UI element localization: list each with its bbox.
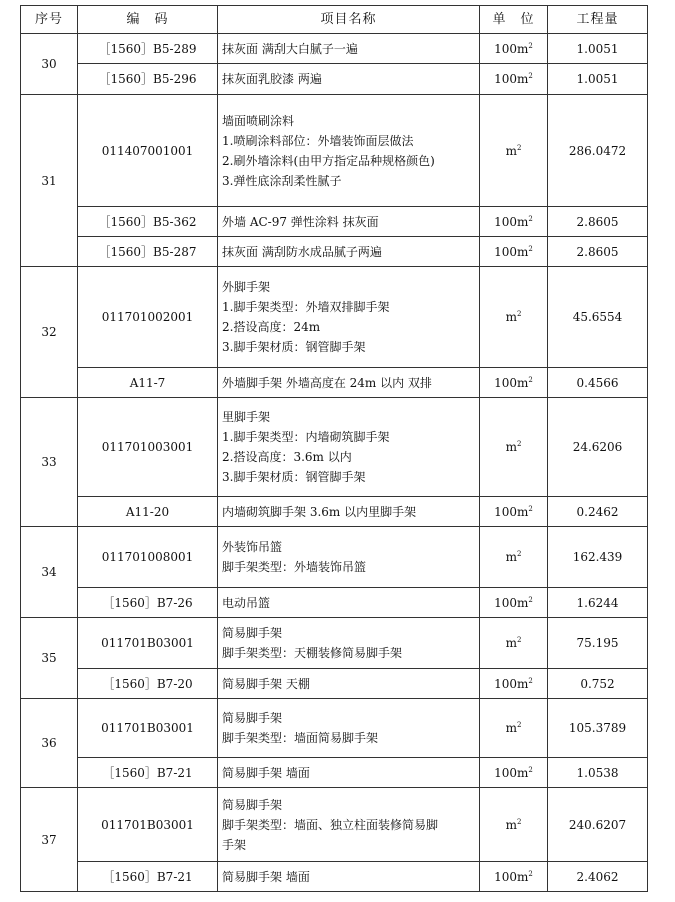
qty-cell: 105.3789 — [548, 699, 648, 758]
name-cell — [218, 368, 480, 398]
header-code: 编 码 — [78, 6, 218, 34]
qty-cell: 2.8605 — [548, 237, 648, 267]
name-line: 3.脚手架材质：钢管脚手架 — [222, 470, 366, 484]
unit-base: 100m — [494, 214, 529, 229]
table-body — [21, 34, 648, 892]
qty-cell: 0.4566 — [548, 368, 648, 398]
unit-exponent: 2 — [528, 72, 533, 80]
name-cell — [218, 497, 480, 527]
unit-exponent: 2 — [516, 143, 522, 152]
unit-base: 100m — [494, 765, 529, 780]
table-row — [21, 34, 648, 64]
qty-cell: 1.0051 — [548, 34, 648, 64]
name-cell — [218, 64, 480, 95]
code-cell: A11-7 — [78, 368, 218, 398]
table-row — [21, 618, 648, 669]
name-line: 脚手架类型：墙面简易脚手架 — [222, 731, 379, 745]
name-line: 1.脚手架类型：外墙双排脚手架 — [222, 300, 390, 314]
unit-exponent: 2 — [528, 765, 533, 774]
unit-base: 100m — [494, 869, 529, 884]
unit-base: m — [505, 310, 517, 324]
code-cell: 011701B03001 — [78, 618, 218, 669]
name-cell — [218, 267, 480, 368]
unit-exponent: 2 — [528, 375, 533, 384]
table-row — [21, 588, 648, 618]
name-line: 1.喷刷涂料部位：外墙装饰面层做法 — [222, 133, 414, 148]
table-row — [21, 237, 648, 267]
name-line: 2.刷外墙涂料(由甲方指定品种规格颜色) — [222, 153, 435, 168]
code-cell: ［1560］B7-21 — [78, 862, 218, 892]
unit-cell — [480, 699, 548, 758]
unit-base: m — [505, 636, 517, 650]
code-cell: 011701B03001 — [78, 699, 218, 758]
qty-cell: 1.6244 — [548, 588, 648, 618]
unit-cell — [480, 207, 548, 237]
code-cell: ［1560］B7-20 — [78, 669, 218, 699]
header-row — [21, 6, 648, 34]
unit-base: 100m — [494, 375, 529, 390]
seq-cell: 31 — [21, 95, 78, 267]
unit-exponent: 2 — [516, 721, 522, 729]
unit-base: m — [505, 721, 517, 735]
qty-cell: 0.2462 — [548, 497, 648, 527]
code-cell: ［1560］B5-289 — [78, 34, 218, 64]
unit-cell — [480, 497, 548, 527]
table-row — [21, 669, 648, 699]
code-cell: ［1560］B7-26 — [78, 588, 218, 618]
code-cell: 011407001001 — [78, 95, 218, 207]
qty-cell: 286.0472 — [548, 95, 648, 207]
table-row — [21, 207, 648, 237]
name-line: 2.搭设高度：3.6m 以内 — [222, 450, 352, 464]
seq-cell: 32 — [21, 267, 78, 398]
table-row — [21, 527, 648, 588]
name-line: 抹灰面乳胶漆 两遍 — [222, 72, 322, 86]
seq-cell: 30 — [21, 34, 78, 95]
table-row — [21, 95, 648, 207]
seq-cell: 36 — [21, 699, 78, 788]
table-row — [21, 788, 648, 862]
seq-cell: 35 — [21, 618, 78, 699]
unit-base: 100m — [494, 72, 529, 86]
name-line: 外脚手架 — [222, 280, 271, 294]
unit-exponent: 2 — [528, 244, 533, 253]
unit-cell — [480, 368, 548, 398]
table-row — [21, 699, 648, 758]
qty-cell: 240.6207 — [548, 788, 648, 862]
name-line: 脚手架类型：墙面、独立柱面装修简易脚 — [222, 817, 439, 832]
unit-base: 100m — [494, 595, 529, 610]
header-name: 项目名称 — [218, 6, 480, 34]
name-line: 脚手架类型：外墙装饰吊篮 — [222, 560, 367, 574]
unit-base: 100m — [494, 504, 529, 519]
qty-cell: 162.439 — [548, 527, 648, 588]
code-cell: ［1560］B5-296 — [78, 64, 218, 95]
name-line: 简易脚手架 — [222, 626, 283, 640]
code-cell: ［1560］B7-21 — [78, 758, 218, 788]
name-cell — [218, 788, 480, 862]
code-cell: 011701003001 — [78, 398, 218, 497]
unit-base: 100m — [494, 41, 529, 56]
name-line: 3.脚手架材质：钢管脚手架 — [222, 340, 366, 354]
qty-cell: 75.195 — [548, 618, 648, 669]
unit-base: 100m — [494, 244, 529, 259]
table-row — [21, 368, 648, 398]
header-qty: 工程量 — [548, 6, 648, 34]
table-row — [21, 267, 648, 368]
unit-cell — [480, 618, 548, 669]
unit-base: m — [505, 143, 517, 158]
name-line: 抹灰面 满刮防水成品腻子两遍 — [222, 244, 382, 259]
name-line: 3.弹性底涂刮柔性腻子 — [222, 173, 342, 188]
name-cell — [218, 862, 480, 892]
table-row — [21, 758, 648, 788]
unit-base: m — [505, 550, 517, 564]
code-cell: ［1560］B5-362 — [78, 207, 218, 237]
name-line: 外墙脚手架 外墙高度在 24m 以内 双排 — [222, 375, 432, 390]
qty-cell: 1.0538 — [548, 758, 648, 788]
code-cell: ［1560］B5-287 — [78, 237, 218, 267]
name-line: 简易脚手架 墙面 — [222, 869, 310, 884]
name-line: 电动吊篮 — [222, 595, 271, 610]
unit-exponent: 2 — [528, 676, 533, 685]
unit-exponent: 2 — [516, 550, 522, 558]
name-line: 墙面喷刷涂料 — [222, 113, 295, 128]
name-line: 脚手架类型：天棚装修简易脚手架 — [222, 646, 403, 660]
unit-exponent: 2 — [516, 310, 522, 318]
name-cell — [218, 699, 480, 758]
unit-cell — [480, 398, 548, 497]
name-line: 内墙砌筑脚手架 3.6m 以内里脚手架 — [222, 504, 417, 519]
code-cell: 011701002001 — [78, 267, 218, 368]
unit-base: 100m — [494, 676, 529, 691]
unit-cell — [480, 862, 548, 892]
unit-exponent: 2 — [528, 504, 533, 513]
seq-cell: 34 — [21, 527, 78, 618]
name-line: 里脚手架 — [222, 410, 271, 424]
name-cell — [218, 95, 480, 207]
table-row — [21, 862, 648, 892]
unit-cell — [480, 237, 548, 267]
qty-cell: 45.6554 — [548, 267, 648, 368]
unit-exponent: 2 — [528, 41, 533, 50]
table-row — [21, 497, 648, 527]
unit-cell — [480, 588, 548, 618]
unit-cell — [480, 267, 548, 368]
unit-base: m — [505, 817, 517, 832]
unit-cell — [480, 788, 548, 862]
quantity-table — [20, 5, 648, 892]
code-cell: A11-20 — [78, 497, 218, 527]
name-cell — [218, 207, 480, 237]
qty-cell: 1.0051 — [548, 64, 648, 95]
unit-cell — [480, 758, 548, 788]
name-line: 外装饰吊篮 — [222, 540, 283, 554]
name-line: 简易脚手架 天棚 — [222, 676, 310, 691]
name-line: 简易脚手架 墙面 — [222, 765, 310, 780]
unit-cell — [480, 64, 548, 95]
unit-cell — [480, 95, 548, 207]
name-line: 简易脚手架 — [222, 711, 283, 725]
unit-exponent: 2 — [528, 595, 533, 604]
name-line: 1.脚手架类型：内墙砌筑脚手架 — [222, 430, 390, 444]
name-cell — [218, 588, 480, 618]
qty-cell: 0.752 — [548, 669, 648, 699]
name-line: 2.搭设高度：24m — [222, 320, 321, 334]
name-line: 抹灰面 满刮大白腻子一遍 — [222, 41, 358, 56]
name-line: 外墙 AC-97 弹性涂料 抹灰面 — [222, 214, 379, 229]
unit-exponent: 2 — [516, 636, 522, 644]
name-cell — [218, 758, 480, 788]
seq-cell: 33 — [21, 398, 78, 527]
name-cell — [218, 669, 480, 699]
unit-cell — [480, 527, 548, 588]
unit-cell — [480, 34, 548, 64]
table-row — [21, 398, 648, 497]
qty-cell: 2.8605 — [548, 207, 648, 237]
name-cell — [218, 527, 480, 588]
unit-exponent: 2 — [528, 869, 533, 878]
name-cell — [218, 237, 480, 267]
name-cell — [218, 398, 480, 497]
name-line: 手架 — [222, 837, 247, 852]
seq-cell: 37 — [21, 788, 78, 892]
unit-exponent: 2 — [516, 440, 522, 448]
qty-cell: 24.6206 — [548, 398, 648, 497]
unit-exponent: 2 — [516, 817, 522, 826]
header-seq: 序号 — [21, 6, 78, 34]
name-cell — [218, 618, 480, 669]
header-unit: 单 位 — [480, 6, 548, 34]
unit-exponent: 2 — [528, 214, 533, 223]
unit-base: m — [505, 440, 517, 454]
name-line: 简易脚手架 — [222, 797, 283, 812]
unit-cell — [480, 669, 548, 699]
code-cell: 011701008001 — [78, 527, 218, 588]
table-row — [21, 64, 648, 95]
code-cell: 011701B03001 — [78, 788, 218, 862]
name-cell — [218, 34, 480, 64]
qty-cell: 2.4062 — [548, 862, 648, 892]
